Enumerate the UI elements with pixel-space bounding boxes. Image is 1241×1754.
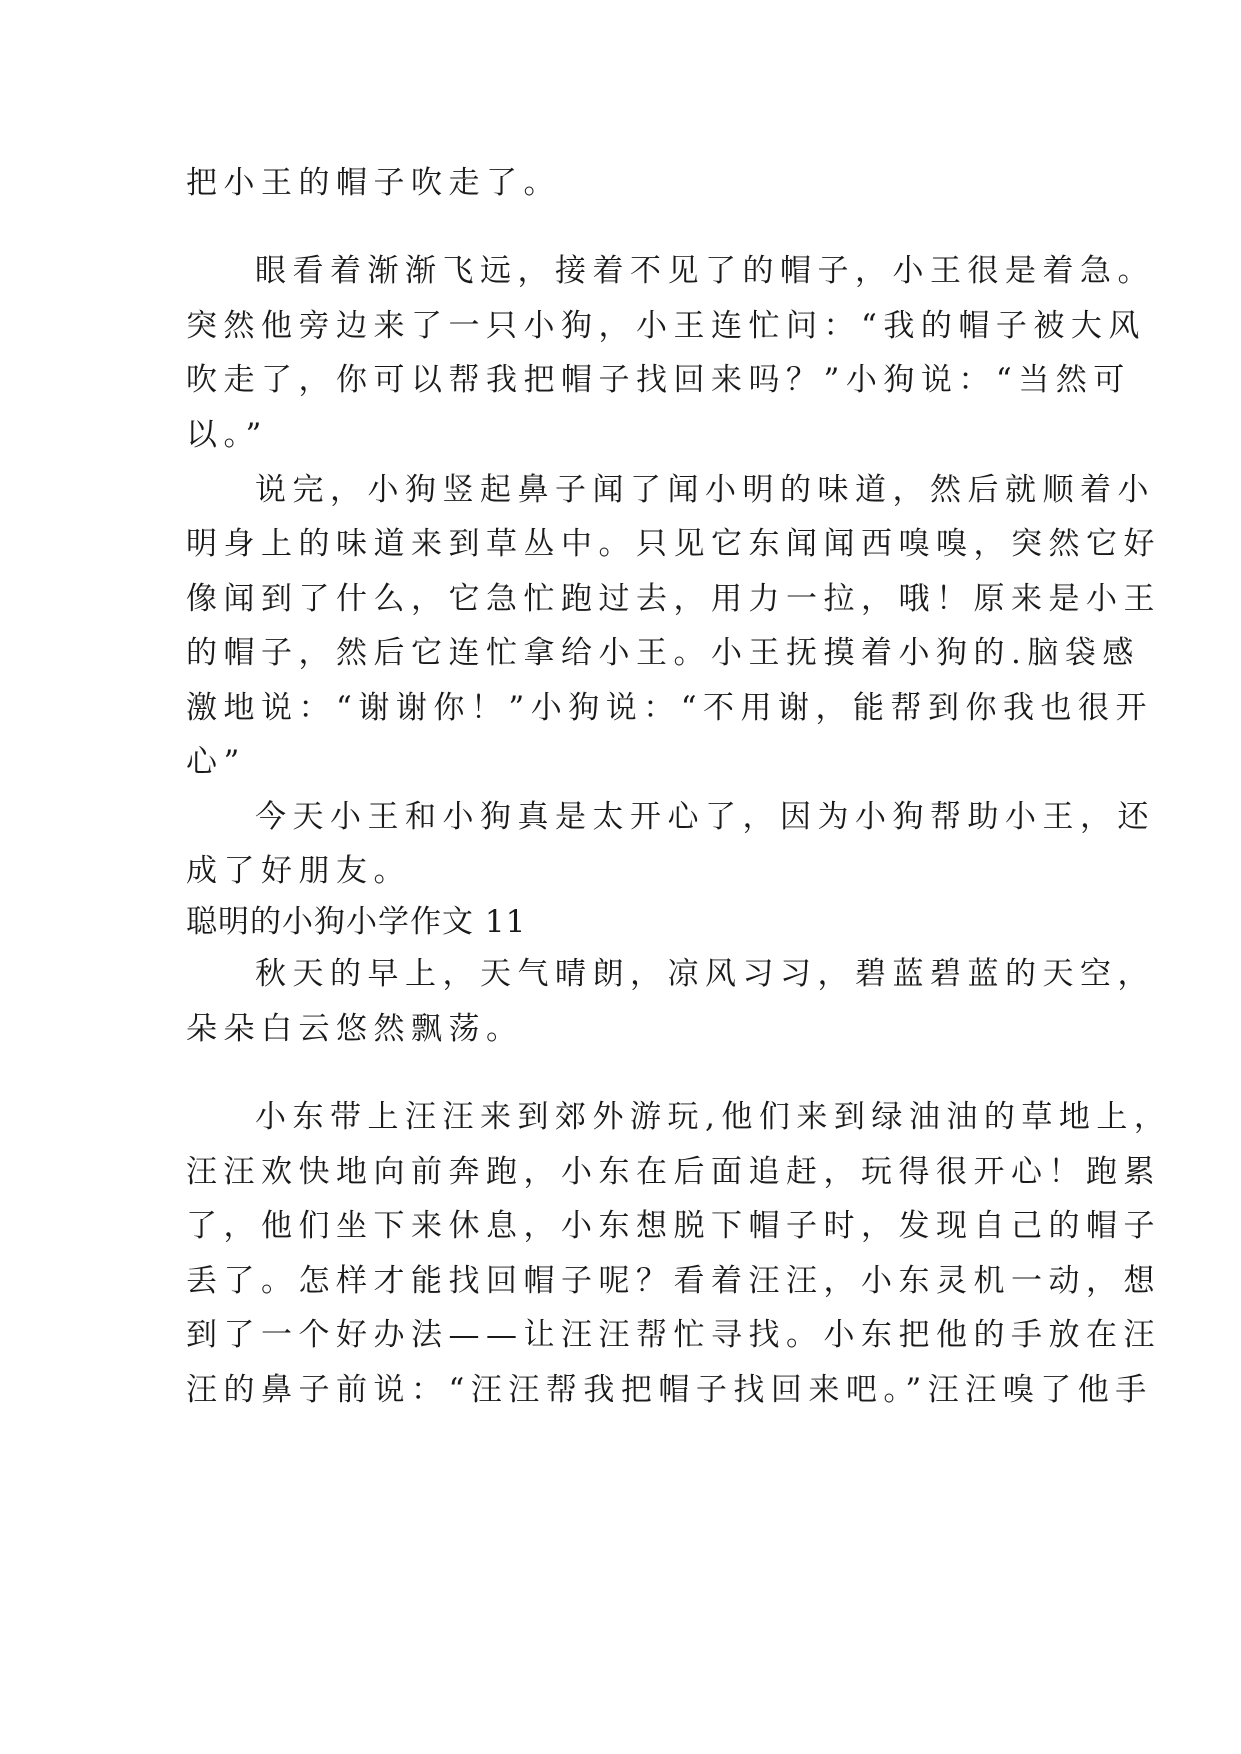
text-line: 的帽子，然后它连忙拿给小王。小王抚摸着小狗的.脑袋感 xyxy=(186,635,1140,671)
text-line: 秋天的早上，天气晴朗，凉风习习，碧蓝碧蓝的天空， xyxy=(255,956,1155,992)
text-line: 像闻到了什么，它急忙跑过去，用力一拉，哦！原来是小王 xyxy=(186,581,1161,617)
text-line: 把小王的帽子吹走了。 xyxy=(186,165,561,201)
text-line: 以。” xyxy=(186,417,268,453)
text-line: 小东带上汪汪来到郊外游玩,他们来到绿油油的草地上， xyxy=(255,1099,1172,1135)
text-line: 吹走了，你可以帮我把帽子找回来吗？”小狗说：“当然可 xyxy=(186,362,1131,398)
text-line: 眼看着渐渐飞远，接着不见了的帽子，小王很是着急。 xyxy=(255,253,1155,289)
section-heading: 聪明的小狗小学作文 11 xyxy=(186,904,527,940)
text-line: 激地说：“谢谢你！”小狗说：“不用谢，能帮到你我也很开 xyxy=(186,690,1154,726)
text-line: 明身上的味道来到草丛中。只见它东闻闻西嗅嗅，突然它好 xyxy=(186,526,1161,562)
text-line: 汪的鼻子前说：“汪汪帮我把帽子找回来吧。”汪汪嗅了他手 xyxy=(186,1372,1153,1408)
text-line: 朵朵白云悠然飘荡。 xyxy=(186,1011,524,1047)
text-line: 心” xyxy=(186,744,246,780)
text-line: 说完，小狗竖起鼻子闻了闻小明的味道，然后就顺着小 xyxy=(255,472,1155,508)
text-line: 了，他们坐下来休息，小东想脱下帽子时，发现自己的帽子 xyxy=(186,1208,1161,1244)
text-line: 成了好朋友。 xyxy=(186,853,411,889)
text-line: 丢了。怎样才能找回帽子呢？看着汪汪，小东灵机一动，想 xyxy=(186,1263,1161,1299)
text-line: 突然他旁边来了一只小狗，小王连忙问：“我的帽子被大风 xyxy=(186,308,1146,344)
text-line: 汪汪欢快地向前奔跑，小东在后面追赶，玩得很开心！跑累 xyxy=(186,1154,1161,1190)
text-line: 今天小王和小狗真是太开心了，因为小狗帮助小王，还 xyxy=(255,799,1155,835)
text-line: 到了一个好办法——让汪汪帮忙寻找。小东把他的手放在汪 xyxy=(186,1317,1161,1353)
